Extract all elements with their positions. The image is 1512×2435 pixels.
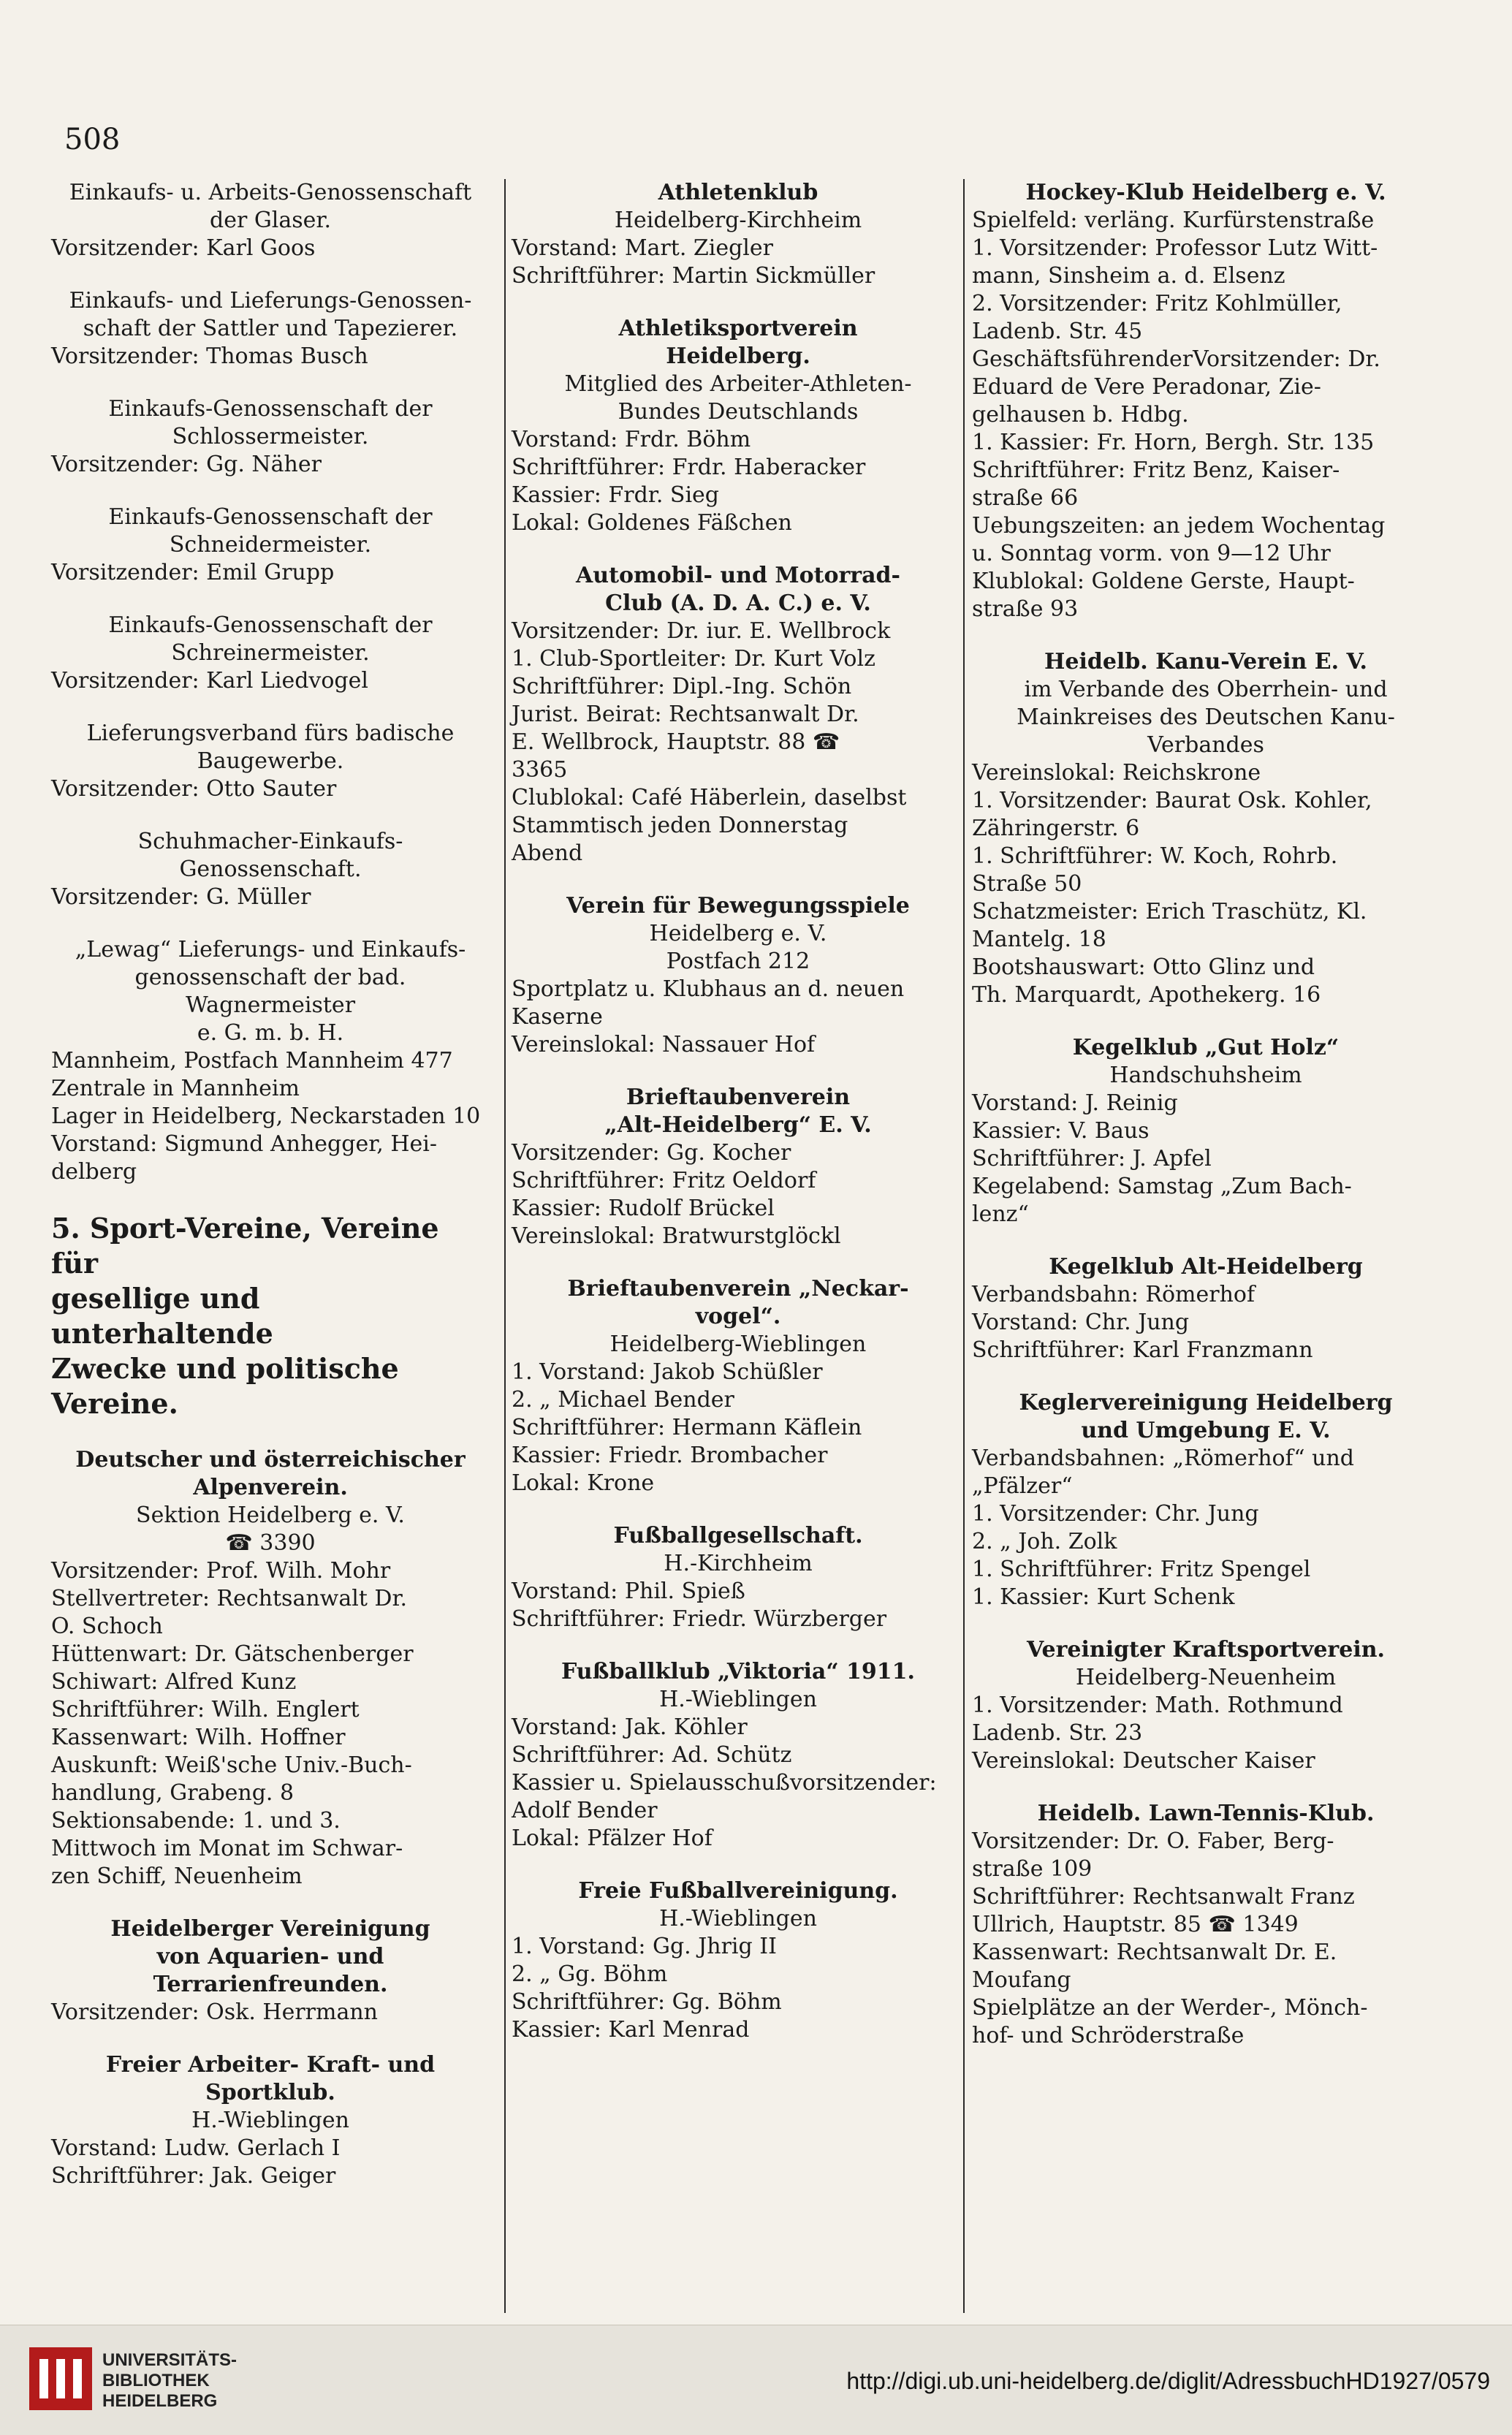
entry-line: Verbandsbahnen: „Römerhof“ und	[972, 1446, 1354, 1471]
entry-line: GeschäftsführenderVorsitzender: Dr.	[972, 346, 1380, 372]
entry-line: Vorsitzender: G. Müller	[51, 884, 311, 910]
entry-line: Stammtisch jeden Donnerstag	[512, 813, 848, 838]
directory-entry	[512, 562, 965, 867]
directory-entry	[972, 1034, 1440, 1228]
column-divider	[504, 179, 506, 2313]
entry-line: 2. „ Gg. Böhm	[512, 1961, 668, 1987]
entry-line: Sektionsabende: 1. und 3.	[51, 1808, 341, 1834]
entry-subtitle: Schuhmacher-Einkaufs-	[137, 829, 403, 854]
entry-line: Vorstand: Jak. Köhler	[512, 1714, 748, 1740]
entry-line: Vorstand: Chr. Jung	[972, 1310, 1190, 1335]
entry-line: Hüttenwart: Dr. Gätschenberger	[51, 1641, 414, 1667]
entry-line: Vereinslokal: Nassauer Hof	[512, 1032, 816, 1057]
entry-line: hof- und Schröderstraße	[972, 2023, 1245, 2048]
entry-heading: Club (A. D. A. C.) e. V.	[605, 590, 871, 616]
entry-line: 2. Vorsitzender: Fritz Kohlmüller,	[972, 291, 1342, 316]
entry-line: Kassenwart: Wilh. Hoffner	[51, 1725, 346, 1750]
entry-subtitle: Heidelberg-Wieblingen	[609, 1332, 867, 1357]
entry-line: Schriftführer: Frdr. Haberacker	[512, 455, 866, 480]
entry-subtitle: Schlossermeister.	[172, 424, 369, 449]
directory-entry	[51, 179, 490, 262]
library-logo-icon	[29, 2347, 92, 2410]
entry-line: Mantelg. 18	[972, 927, 1106, 952]
directory-entry	[51, 2051, 490, 2190]
entry-line: Sportplatz u. Klubhaus an d. neuen	[512, 976, 905, 1002]
entry-line: Kaserne	[512, 1004, 603, 1030]
directory-entry	[972, 1800, 1440, 2050]
entry-line: Schriftführer: Wilh. Englert	[51, 1697, 360, 1722]
entry-line: 1. Kassier: Fr. Horn, Bergh. Str. 135	[972, 430, 1375, 455]
column-1	[51, 179, 490, 2215]
entry-line: Vereinslokal: Bratwurstglöckl	[512, 1223, 841, 1249]
entry-subtitle: Schreinermeister.	[171, 640, 370, 666]
entry-line: Bootshauswart: Otto Glinz und	[972, 954, 1315, 980]
entry-line: Vorstand: J. Reinig	[972, 1090, 1178, 1116]
column-3	[972, 179, 1440, 2075]
entry-line: 2. „ Michael Bender	[512, 1387, 734, 1413]
entry-line: Schriftführer: Rechtsanwalt Franz	[972, 1884, 1355, 1910]
entry-line: mann, Sinsheim a. d. Elsenz	[972, 263, 1285, 289]
entry-heading: Hockey-Klub Heidelberg e. V.	[1025, 180, 1386, 205]
entry-line: Schriftführer: Karl Franzmann	[972, 1337, 1313, 1363]
entry-line: straße 93	[972, 596, 1079, 622]
entry-line: Klublokal: Goldene Gerste, Haupt-	[972, 569, 1355, 594]
entry-heading: Brieftaubenverein „Neckar-	[567, 1276, 909, 1302]
directory-entry	[51, 612, 490, 695]
entry-line: delberg	[51, 1159, 137, 1185]
entry-line: Vorsitzender: Gg. Kocher	[512, 1140, 791, 1166]
entry-line: gelhausen b. Hdbg.	[972, 402, 1189, 428]
entry-subtitle: Verbandes	[1147, 732, 1264, 758]
entry-heading: Freie Fußballvereinigung.	[578, 1878, 898, 1904]
entry-subtitle: im Verbande des Oberrhein- und	[1024, 677, 1388, 702]
entry-subtitle: H.-Wieblingen	[659, 1687, 817, 1712]
entry-line: Vereinslokal: Reichskrone	[972, 760, 1261, 786]
entry-line: Schriftführer: Fritz Oeldorf	[512, 1168, 816, 1193]
footer-bar	[0, 2325, 1512, 2435]
entry-line: Spielfeld: verläng. Kurfürstenstraße	[972, 208, 1375, 233]
entry-subtitle: schaft der Sattler und Tapezierer.	[83, 316, 458, 341]
entry-heading: Fußballklub „Viktoria“ 1911.	[561, 1659, 915, 1684]
entry-line: „Pfälzer“	[972, 1473, 1073, 1499]
entry-subtitle: Handschuhsheim	[1109, 1063, 1302, 1088]
directory-entry	[972, 179, 1440, 623]
entry-line: 1. Vorsitzender: Math. Rothmund	[972, 1693, 1343, 1718]
entry-line: Vorstand: Sigmund Anhegger, Hei-	[51, 1131, 437, 1157]
entry-heading: Automobil- und Motorrad-	[576, 563, 900, 588]
entry-subtitle: H.-Kirchheim	[664, 1551, 813, 1576]
entry-line: Vorsitzender: Karl Liedvogel	[51, 668, 368, 694]
entry-line: Vorsitzender: Dr. iur. E. Wellbrock	[512, 618, 891, 644]
entry-subtitle: Einkaufs- u. Arbeits-Genossenschaft	[69, 180, 472, 205]
directory-entry	[972, 648, 1440, 1009]
directory-entry	[51, 1915, 490, 2026]
entry-line: lenz“	[972, 1201, 1029, 1227]
entry-line: 1. Kassier: Kurt Schenk	[972, 1584, 1235, 1610]
entry-line: Jurist. Beirat: Rechtsanwalt Dr.	[512, 702, 859, 727]
entry-line: Ullrich, Hauptstr. 85 ☎ 1349	[972, 1912, 1299, 1937]
directory-entry	[512, 315, 965, 537]
entry-heading: Vereinigter Kraftsportverein.	[1027, 1637, 1385, 1663]
entry-line: Vorsitzender: Karl Goos	[51, 235, 316, 261]
entry-line: Mittwoch im Monat im Schwar-	[51, 1836, 403, 1861]
library-name: UNIVERSITÄTS- BIBLIOTHEK HEIDELBERG	[102, 2350, 238, 2411]
entry-line: Kassier: V. Baus	[972, 1118, 1150, 1144]
entry-line: 1. Schriftführer: W. Koch, Rohrb.	[972, 843, 1338, 869]
entry-heading: Keglervereinigung Heidelberg	[1019, 1390, 1393, 1416]
entry-heading: Fußballgesellschaft.	[613, 1523, 863, 1549]
entry-heading: Verein für Bewegungsspiele	[566, 893, 910, 919]
entry-subtitle: Einkaufs-Genossenschaft der	[108, 612, 433, 638]
entry-line: Schatzmeister: Erich Traschütz, Kl.	[972, 899, 1367, 924]
entry-heading: Athletenklub	[658, 180, 818, 205]
directory-entry	[512, 1275, 965, 1497]
entry-line: Schriftführer: Hermann Käflein	[512, 1415, 862, 1440]
entry-line: Kassier u. Spielausschußvorsitzender:	[512, 1770, 937, 1796]
entry-line: Vorsitzender: Osk. Herrmann	[51, 1999, 378, 2025]
entry-line: Zähringerstr. 6	[972, 816, 1140, 841]
entry-line: zen Schiff, Neuenheim	[51, 1864, 303, 1889]
entry-subtitle: Heidelberg-Neuenheim	[1075, 1665, 1337, 1690]
entry-line: Mannheim, Postfach Mannheim 477	[51, 1048, 453, 1074]
entry-line: Vorstand: Mart. Ziegler	[512, 235, 773, 261]
entry-line: 1. Vorsitzender: Professor Lutz Witt-	[972, 235, 1378, 261]
directory-entry	[51, 828, 490, 911]
entry-line: Vorsitzender: Dr. O. Faber, Berg-	[972, 1828, 1334, 1854]
entry-line: Schriftführer: Friedr. Würzberger	[512, 1606, 887, 1632]
entry-line: Vorstand: Ludw. Gerlach I	[51, 2135, 341, 2161]
entry-line: Vorsitzender: Otto Sauter	[51, 776, 337, 802]
entry-subtitle: Mainkreises des Deutschen Kanu-	[1017, 704, 1395, 730]
entry-line: Lager in Heidelberg, Neckarstaden 10	[51, 1103, 481, 1129]
entry-subtitle: Lieferungsverband fürs badische	[86, 721, 455, 746]
entry-line: Schriftführer: Jak. Geiger	[51, 2163, 336, 2189]
directory-entry	[972, 1389, 1440, 1611]
entry-heading: Alpenverein.	[193, 1475, 348, 1500]
entry-line: E. Wellbrock, Hauptstr. 88 ☎	[512, 729, 840, 755]
entry-line: 3365	[512, 757, 568, 783]
entry-subtitle: Heidelberg e. V.	[649, 921, 827, 946]
entry-line: Straße 50	[972, 871, 1082, 897]
entry-subtitle: H.-Wieblingen	[659, 1906, 817, 1931]
section-heading: gesellige und unterhaltende	[51, 1282, 273, 1350]
entry-subtitle: genossenschaft der bad. Wagnermeister	[134, 965, 406, 1018]
entry-line: O. Schoch	[51, 1614, 163, 1639]
entry-line: Vorsitzender: Thomas Busch	[51, 343, 368, 369]
entry-line: Vorsitzender: Emil Grupp	[51, 560, 335, 585]
entry-line: Auskunft: Weiß'sche Univ.-Buch-	[51, 1752, 412, 1778]
entry-line: Lokal: Pfälzer Hof	[512, 1826, 713, 1851]
entry-line: handlung, Grabeng. 8	[51, 1780, 295, 1806]
entry-subtitle: Sektion Heidelberg e. V.	[136, 1503, 405, 1528]
entry-subtitle: e. G. m. b. H.	[197, 1020, 344, 1046]
entry-heading: von Aquarien- und	[156, 1944, 384, 1969]
entry-line: Kassenwart: Rechtsanwalt Dr. E.	[972, 1940, 1337, 1965]
entry-line: 1. Schriftführer: Fritz Spengel	[972, 1557, 1311, 1582]
entry-subtitle: ☎ 3390	[225, 1530, 316, 1556]
entry-heading: Kegelklub Alt-Heidelberg	[1049, 1254, 1363, 1280]
entry-line: Schriftführer: Gg. Böhm	[512, 1989, 782, 2015]
entry-line: Kassier: Frdr. Sieg	[512, 482, 720, 508]
entry-heading: Heidelb. Lawn-Tennis-Klub.	[1037, 1801, 1375, 1826]
directory-entry	[512, 1084, 965, 1250]
entry-line: 1. Vorstand: Gg. Jhrig II	[512, 1934, 777, 1959]
entry-line: 1. Vorstand: Jakob Schüßler	[512, 1359, 823, 1385]
entry-line: Uebungszeiten: an jedem Wochentag	[972, 513, 1386, 539]
section-heading: Zwecke und politische Vereine.	[51, 1352, 399, 1420]
entry-line: Abend	[512, 840, 583, 866]
entry-heading: vogel“.	[695, 1304, 781, 1329]
entry-line: Adolf Bender	[512, 1798, 658, 1823]
entry-line: Lokal: Krone	[512, 1470, 655, 1496]
entry-line: Schriftführer: J. Apfel	[972, 1146, 1212, 1171]
entry-line: Schriftführer: Ad. Schütz	[512, 1742, 792, 1768]
entry-line: Schriftführer: Martin Sickmüller	[512, 263, 875, 289]
entry-subtitle: Schneidermeister.	[169, 532, 372, 558]
entry-subtitle: Bundes Deutschlands	[618, 399, 859, 425]
directory-entry	[512, 179, 965, 290]
entry-subtitle: Einkaufs-Genossenschaft der	[108, 396, 433, 422]
entry-subtitle: Heidelberg-Kirchheim	[614, 208, 862, 233]
entry-line: straße 109	[972, 1856, 1093, 1882]
directory-entry	[972, 1253, 1440, 1364]
directory-entry	[512, 1877, 965, 2044]
entry-heading: Deutscher und österreichischer	[75, 1447, 466, 1473]
entry-line: Kassier: Karl Menrad	[512, 2017, 750, 2043]
entry-line: Zentrale in Mannheim	[51, 1076, 300, 1101]
section-heading: 5. Sport-Vereine, Vereine für	[51, 1212, 439, 1280]
entry-heading: „Alt-Heidelberg“ E. V.	[604, 1112, 872, 1138]
entry-line: 1. Club-Sportleiter: Dr. Kurt Volz	[512, 646, 875, 672]
entry-heading: Brieftaubenverein	[626, 1084, 851, 1110]
entry-subtitle: der Glaser.	[209, 208, 331, 233]
entry-subtitle: Einkaufs- und Lieferungs-Genossen-	[69, 288, 472, 314]
entry-subtitle: H.-Wieblingen	[191, 2108, 349, 2133]
entry-subtitle: Einkaufs-Genossenschaft der	[108, 504, 433, 530]
page-number: 508	[64, 123, 121, 156]
entry-line: Vorstand: Phil. Spieß	[512, 1579, 745, 1604]
entry-line: Kassier: Rudolf Brückel	[512, 1196, 775, 1221]
entry-line: straße 66	[972, 485, 1079, 511]
directory-entry	[51, 395, 490, 479]
directory-entry	[512, 1658, 965, 1853]
entry-line: Schriftführer: Dipl.-Ing. Schön	[512, 674, 852, 699]
entry-subtitle: Postfach 212	[666, 949, 810, 974]
entry-line: Schiwart: Alfred Kunz	[51, 1669, 297, 1695]
entry-heading: Sportklub.	[205, 2080, 335, 2105]
directory-entry	[51, 1211, 490, 1421]
entry-line: Lokal: Goldenes Fäßchen	[512, 510, 792, 536]
entry-line: Vereinslokal: Deutscher Kaiser	[972, 1748, 1315, 1774]
entry-line: Vorsitzender: Gg. Näher	[51, 452, 322, 477]
entry-heading: und Umgebung E. V.	[1081, 1418, 1331, 1443]
directory-entry	[51, 720, 490, 803]
directory-entry	[972, 1636, 1440, 1775]
directory-entry	[512, 892, 965, 1059]
entry-heading: Heidelb. Kanu-Verein E. V.	[1044, 649, 1367, 675]
entry-line: Spielplätze an der Werder-, Mönch-	[972, 1995, 1368, 2021]
entry-subtitle: „Lewag“ Lieferungs- und Einkaufs-	[75, 937, 466, 962]
entry-line: Th. Marquardt, Apothekerg. 16	[972, 982, 1321, 1008]
entry-heading: Kegelklub „Gut Holz“	[1072, 1035, 1340, 1060]
entry-subtitle: Mitglied des Arbeiter-Athleten-	[564, 371, 912, 397]
entry-line: Kassier: Friedr. Brombacher	[512, 1443, 828, 1468]
entry-subtitle: Genossenschaft.	[179, 856, 362, 882]
entry-line: Clublokal: Café Häberlein, daselbst	[512, 785, 907, 810]
entry-heading: Athletiksportverein	[618, 316, 858, 341]
directory-entry	[51, 1446, 490, 1891]
directory-entry	[51, 936, 490, 1186]
entry-line: Vorsitzender: Prof. Wilh. Mohr	[51, 1558, 391, 1584]
entry-line: 1. Vorsitzender: Chr. Jung	[972, 1501, 1259, 1527]
entry-line: Stellvertreter: Rechtsanwalt Dr.	[51, 1586, 408, 1611]
entry-heading: Heidelberg.	[666, 343, 810, 369]
entry-line: Verbandsbahn: Römerhof	[972, 1282, 1255, 1307]
entry-line: Vorstand: Frdr. Böhm	[512, 427, 751, 452]
entry-line: Ladenb. Str. 45	[972, 319, 1143, 344]
entry-line: u. Sonntag vorm. von 9—12 Uhr	[972, 541, 1331, 566]
entry-line: Eduard de Vere Peradonar, Zie-	[972, 374, 1321, 400]
entry-subtitle: Baugewerbe.	[197, 748, 344, 774]
directory-entry	[512, 1522, 965, 1633]
entry-heading: Freier Arbeiter- Kraft- und	[105, 2052, 436, 2078]
entry-line: Kegelabend: Samstag „Zum Bach-	[972, 1174, 1352, 1199]
column-2	[512, 179, 965, 2069]
entry-line: 2. „ Joh. Zolk	[972, 1529, 1117, 1554]
source-url-link[interactable]: http://digi.ub.uni-heidelberg.de/diglit/AdressbuchHD1927/0579	[846, 2368, 1490, 2394]
entry-line: 1. Vorsitzender: Baurat Osk. Kohler,	[972, 788, 1372, 813]
directory-entry	[51, 504, 490, 587]
entry-line: Moufang	[972, 1967, 1071, 1993]
entry-heading: Terrarienfreunden.	[153, 1972, 388, 1997]
entry-line: Schriftführer: Fritz Benz, Kaiser-	[972, 457, 1340, 483]
entry-line: Ladenb. Str. 23	[972, 1720, 1143, 1746]
entry-heading: Heidelberger Vereinigung	[110, 1916, 430, 1942]
directory-entry	[51, 287, 490, 371]
